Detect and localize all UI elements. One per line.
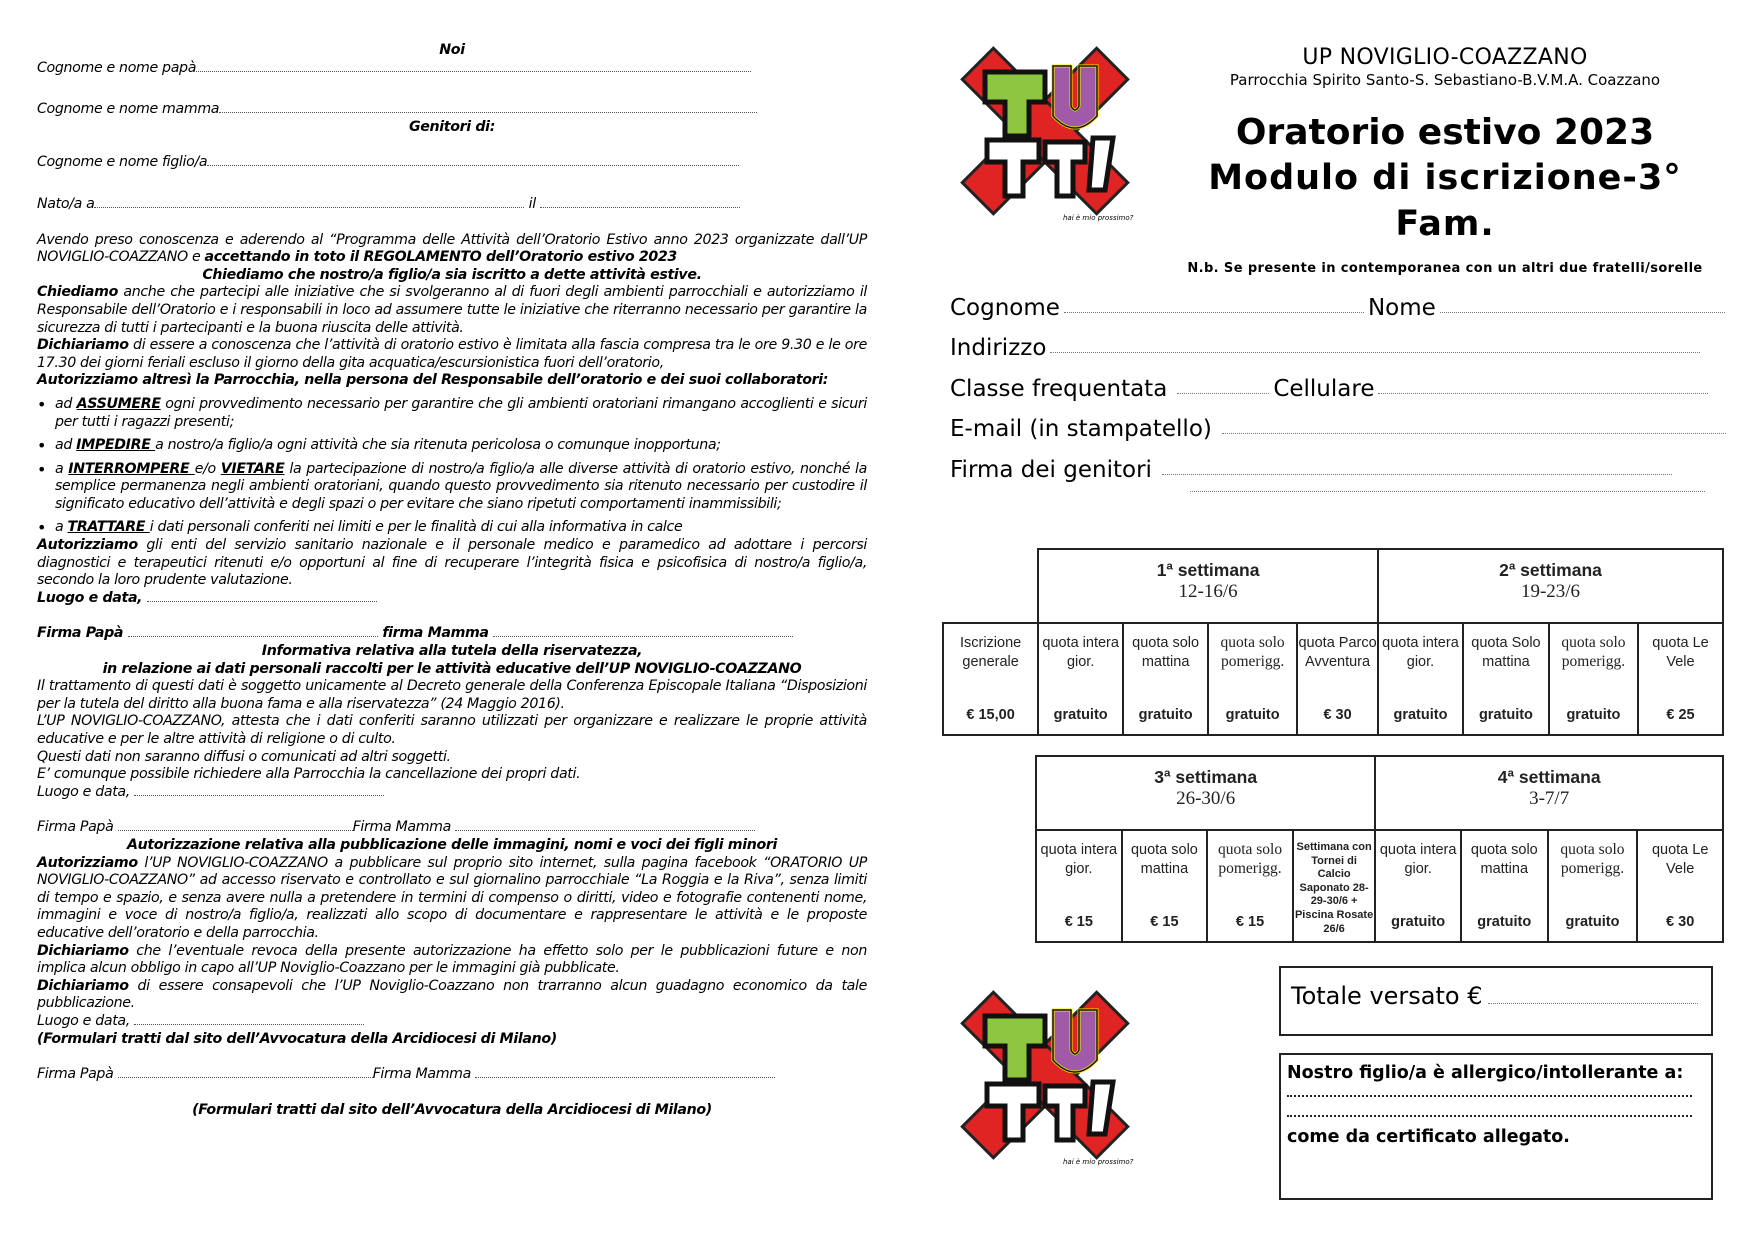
email-row <box>950 402 1730 443</box>
svg-text:hai è mio prossimo?: hai è mio prossimo? <box>1063 214 1134 222</box>
tutti-logo-bottom <box>945 980 1145 1170</box>
cognome-nome-row <box>950 280 1730 321</box>
firma-genitori-label: Firma dei genitori <box>950 456 1152 483</box>
luogo-data-field-3[interactable]: Luogo e data, <box>37 1013 867 1031</box>
fee-w1-mattina: quota solo mattina gratuito <box>1123 623 1208 735</box>
child-info-fields <box>950 280 1730 483</box>
form-title: Oratorio estivo 2023 <box>1235 112 1655 153</box>
firma-row-2[interactable]: Firma Papà Firma Mamma <box>37 819 867 837</box>
allergy-box <box>1279 1053 1713 1200</box>
week-3-header: 3ª settimana 26-30/6 <box>1036 756 1375 830</box>
bullet-assumere: • ad ASSUMERE ogni provvedimento necessario per garantire che gli ambienti oratoriani rimangano accoglienti e sicuri per tutti i ragazzi presenti; <box>37 396 867 431</box>
allergy-input-line-2[interactable] <box>1287 1105 1692 1117</box>
form-subtitle: Modulo di iscrizione-3° Fam. <box>1208 158 1682 244</box>
bullet-trattare: • a TRATTARE i dati personali conferiti nei limiti e per le finalità di cui alla informativa in calce <box>37 519 867 537</box>
dichiariamo-guadagno-paragraph: Dichiariamo di essere consapevoli che l’UP Noviglio-Coazzano non trarranno alcun guadagno economico da tale pubblicazione. <box>37 977 867 1012</box>
luogo-data-field-1[interactable]: Luogo e data, <box>37 590 867 608</box>
fee-iscrizione: Iscrizione generale € 15,00 <box>943 623 1038 735</box>
fee-w2-le-vele: quota Le Vele € 25 <box>1638 623 1723 735</box>
figlio-name-field[interactable]: Cognome e nome figlio/a <box>37 154 867 172</box>
dichiariamo-hours-paragraph: Dichiariamo di essere a conoscenza che l’attività di oratorio estivo è limitata alla fascia compresa tra le ore 9.30 e le ore 17.30 dei giorni feriali escluso il giorno della gita acquatica/escursionistica fuori dell’oratorio, <box>37 337 867 371</box>
org-name: UP NOVIGLIO-COAZZANO <box>1302 45 1588 70</box>
firma-genitori-input[interactable] <box>1162 474 1672 475</box>
week-4-header: 4ª settimana 3-7/7 <box>1375 756 1723 830</box>
tutti-logo-icon <box>945 36 1145 226</box>
fee-w4-le-vele: quota Le Vele € 30 <box>1637 830 1723 942</box>
informativa-p2: L’UP NOVIGLIO-COAZZANO, attesta che i dati conferiti saranno utilizzati per organizzare e realizzare le proprie attività educative e per le altre attività di religione o di culto. <box>37 713 867 747</box>
papa-name-field[interactable]: Cognome e nome papà <box>37 60 867 78</box>
firma-row-3[interactable]: Firma Papà Firma Mamma <box>37 1066 867 1084</box>
fee-w2-pomeriggio: quota solo pomerigg. gratuito <box>1549 623 1638 735</box>
tutti-logo-top <box>945 36 1145 226</box>
classe-input[interactable] <box>1177 393 1269 394</box>
allergy-footer: come da certificato allegato. <box>1287 1127 1570 1147</box>
fee-table-weeks-3-4 <box>1035 755 1724 943</box>
totale-input[interactable] <box>1488 1003 1698 1004</box>
fee-w2-intera: quota intera gior. gratuito <box>1378 623 1463 735</box>
informativa-title-1: Informativa relativa alla tutela della riservatezza, <box>261 643 643 660</box>
email-label: E-mail (in stampatello) <box>950 416 1212 442</box>
bullet-impedire: • ad IMPEDIRE a nostro/a figlio/a ogni attività che sia ritenuta pericolosa o comunque inopportuna; <box>37 437 867 455</box>
informativa-p1: Il trattamento di questi dati è soggetto unicamente al Decreto generale della Conferenza Episcopale Italiana “Disposizioni per la tutela del diritto alla buona fama e alla riservatezza” (24 Maggio 2016). <box>37 678 867 712</box>
firma-genitori-row <box>950 442 1730 483</box>
autorizziamo-sanitario-paragraph: Autorizziamo gli enti del servizio sanitario nazionale e il personale medico e paramedico ad adottare i percorsi diagnostici e terapeutici ritenuti e/o opportuni al fine di recuperare l’integrità fisica e psicofisica di nostro/a figlio/a, secondo la loro prudente valutazione. <box>37 537 867 589</box>
noi-heading: Noi <box>439 42 465 58</box>
nome-input[interactable] <box>1440 312 1725 313</box>
fee-w4-mattina: quota solo mattina gratuito <box>1461 830 1548 942</box>
intro-paragraph: Avendo preso conoscenza e aderendo al “Programma delle Attività dell’Oratorio Estivo anno 2023 organizzate dall’UP NOVIGLIO-COAZZANO e accettando in toto il REGOLAMENTO dell’Oratorio estivo 2023 <box>37 231 867 266</box>
form-header <box>1160 45 1730 276</box>
firma-genitori-input-2[interactable] <box>1190 491 1705 492</box>
informativa-p3: Questi dati non saranno diffusi o comunicati ad altri soggetti. <box>37 748 451 765</box>
formulari-note-2: (Formulari tratti dal sito dell’Avvocatura della Arcidiocesi di Milano) <box>192 1101 712 1118</box>
mamma-name-field[interactable]: Cognome e nome mamma <box>37 101 867 119</box>
week-2-header: 2ª settimana 19-23/6 <box>1378 549 1723 623</box>
bullet-interrompere: • a INTERROMPERE e/o VIETARE la partecipazione di nostro/a figlio/a alle diverse attività di oratorio estivo, nonché la semplice permanenza negli ambienti oratoriani, quando questo provvedimento sia ritenuto necessario per custodire il significato educativo dell’attività e degli spazi o per evitare che siano ripetuti comportamenti inammissibili; <box>37 461 867 514</box>
autorizziamo-pubblicazione-paragraph: Autorizziamo l’UP NOVIGLIO-COAZZANO a pubblicare sul proprio sito internet, sulla pagina facebook “ORATORIO UP NOVIGLIO-COAZZANO” ad accesso riservato e controllato e sul giornalino parrocchiale “La Roggia e la Riva”, senza limiti di tempo e spazio, e senza avere nulla a pretendere in termini di compenso o diritti, video e fotografie contenenti nome, immagini e voce di nostro/a figlio/a, realizzati allo scopo di documentare e rappresentare le attività e le proposte educative dell’oratorio e della parrocchia. <box>37 854 867 941</box>
genitori-di-heading: Genitori di: <box>408 118 496 135</box>
tutti-logo-icon <box>945 980 1145 1170</box>
enrollment-request: Chiediamo che nostro/a figlio/a sia iscritto a dette attività estive. <box>202 266 702 283</box>
indirizzo-row <box>950 321 1730 362</box>
fee-w1-parco-avventura: quota Parco Avventura € 30 <box>1297 623 1378 735</box>
autorizziamo-altresi: Autorizziamo altresì la Parrocchia, nella persona del Responsabile dell’oratorio e dei suoi collaboratori: <box>37 372 829 389</box>
classe-label: Classe frequentata <box>950 375 1168 402</box>
firma-row-1[interactable]: Firma Papà firma Mamma <box>37 625 867 643</box>
fee-w3-intera: quota intera gior. € 15 <box>1036 830 1122 942</box>
cognome-input[interactable] <box>1064 312 1364 313</box>
allergy-input-line-1[interactable] <box>1287 1085 1692 1097</box>
week-1-header: 1ª settimana 12-16/6 <box>1038 549 1378 623</box>
luogo-data-field-2[interactable]: Luogo e data, <box>37 784 867 802</box>
cellulare-label: Cellulare <box>1273 375 1375 402</box>
left-page-consent-form <box>37 42 867 1119</box>
chiediamo-paragraph: Chiediamo anche che partecipi alle iniziative che si svolgeranno al di fuori degli ambienti parrocchiali e autorizziamo il Responsabile dell’Oratorio e i responsabili in loco ad assumere tutte le iniziative che riterranno necessario per garantire la sicurezza di tutti i partecipanti e la buona riuscita delle attività. <box>37 284 867 336</box>
indirizzo-input[interactable] <box>1050 352 1700 353</box>
nome-label: Nome <box>1367 294 1436 321</box>
autorizzazione-title: Autorizzazione relativa alla pubblicazione delle immagini, nomi e voci dei figli minori <box>126 836 778 853</box>
indirizzo-label: Indirizzo <box>950 335 1047 361</box>
fee-w3-pomeriggio: quota solo pomerigg. € 15 <box>1207 830 1293 942</box>
parish-name: Parrocchia Spirito Santo-S. Sebastiano-B.V.M.A. Coazzano <box>1229 71 1661 89</box>
cellulare-input[interactable] <box>1378 393 1708 394</box>
email-input[interactable] <box>1222 433 1726 434</box>
fee-w4-intera: quota intera gior. gratuito <box>1375 830 1461 942</box>
sibling-note: N.b. Se presente in contemporanea con un altri due fratelli/sorelle <box>1187 261 1703 276</box>
formulari-note-1: (Formulari tratti dal sito dell’Avvocatura della Arcidiocesi di Milano) <box>37 1030 557 1047</box>
fee-w1-intera: quota intera gior. gratuito <box>1038 623 1123 735</box>
fee-w1-pomeriggio: quota solo pomerigg. gratuito <box>1208 623 1297 735</box>
informativa-p4: E’ comunque possibile richiedere alla Parrocchia la cancellazione dei propri dati. <box>37 766 581 783</box>
totale-versato-box <box>1279 966 1713 1036</box>
fee-w3-tornei-piscina: Settimana con Tornei di Calcio Saponato 28-29-30/6 + Piscina Rosate 26/6 <box>1293 830 1376 942</box>
dichiariamo-revoca-paragraph: Dichiariamo che l’eventuale revoca della presente autorizzazione ha effetto solo per le pubblicazioni future e non implica alcun obbligo in capo all’UP Noviglio-Coazzano per le immagini già pubblicate. <box>37 942 867 977</box>
cognome-label: Cognome <box>950 294 1060 321</box>
svg-text:hai è mio prossimo?: hai è mio prossimo? <box>1063 1158 1134 1166</box>
classe-cellulare-row <box>950 361 1730 402</box>
totale-label: Totale versato € <box>1291 982 1483 1010</box>
fee-w2-mattina: quota Solo mattina gratuito <box>1463 623 1549 735</box>
allergy-label: Nostro figlio/a è allergico/intollerante a: <box>1287 1063 1684 1083</box>
fee-w4-pomeriggio: quota solo pomerigg. gratuito <box>1548 830 1638 942</box>
informativa-title-2: in relazione ai dati personali raccolti per le attività educative dell’UP NOVIGLIO-COAZZANO <box>102 660 802 677</box>
fee-w3-mattina: quota solo mattina € 15 <box>1122 830 1208 942</box>
birthplace-date-field[interactable]: Nato/a a il <box>37 196 867 214</box>
fee-table-weeks-1-2 <box>942 548 1724 736</box>
